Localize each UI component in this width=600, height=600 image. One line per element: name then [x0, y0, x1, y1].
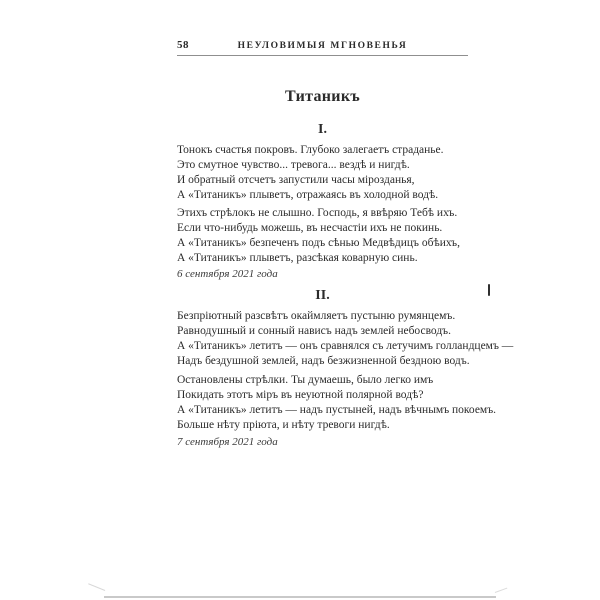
- scan-artifact-mark: [488, 284, 490, 296]
- stanza: [177, 206, 460, 266]
- stanza: [177, 143, 444, 203]
- poem-line: А «Титаникъ» безпеченъ подъ сѣнью Медвѣдицъ обѣихъ,: [177, 237, 461, 249]
- stanza: [177, 373, 496, 433]
- poem-line: Этихъ стрѣлокъ не слышно. Господь, я ввѣряю Тебѣ ихъ.: [177, 207, 458, 219]
- poem-line: А «Титаникъ» летитъ — надъ пустыней, надъ вѣчнымъ покоемъ.: [177, 404, 497, 416]
- poem-line: А «Титаникъ» плыветъ, разсѣкая коварную синь.: [177, 252, 418, 264]
- poem-line: А «Титаникъ» летитъ — онъ сравнялся съ летучимъ голландцемъ —: [177, 340, 514, 352]
- poem-line: Это смутное чувство... тревога... вездѣ и нигдѣ.: [177, 159, 410, 171]
- poem-line: Безпріютный разсвѣтъ окаймляетъ пустыню румянцемъ.: [177, 310, 456, 322]
- poem-line: И обратный отсчетъ запустили часы мірозданья,: [177, 174, 415, 186]
- poem-line: Остановлены стрѣлки. Ты думаешь, было легко имъ: [177, 374, 434, 386]
- page-number: 58: [177, 39, 189, 51]
- page-header: [177, 39, 468, 56]
- poem-line: Тонокъ счастья покровъ. Глубоко залегаетъ страданье.: [177, 144, 444, 156]
- poem-line: Если что-нибудь можешь, въ несчастіи ихъ не покинь.: [177, 222, 443, 234]
- page-bottom-corner-left: [88, 583, 105, 591]
- poem-line: Надъ бездушной землей, надъ безжизненной бездною водъ.: [177, 355, 470, 367]
- page-bottom-edge: [104, 596, 496, 598]
- page-bottom-corner-right: [495, 588, 508, 594]
- poem-line: Равнодушный и сонный нависъ надъ землей небосводъ.: [177, 325, 452, 337]
- poem-date-1: 6 сентября 2021 года: [177, 268, 278, 280]
- running-header: НЕУЛОВИМЫЯ МГНОВЕНЬЯ: [237, 40, 408, 51]
- section-numeral-1: I.: [318, 122, 327, 137]
- poem-title: Титаникъ: [285, 88, 360, 105]
- poem-line: Больше нѣту пріюта, и нѣту тревоги нигдѣ.: [177, 419, 390, 431]
- section-numeral-2: II.: [315, 288, 330, 303]
- poem-date-2: 7 сентября 2021 года: [177, 436, 278, 448]
- stanza: [177, 309, 513, 369]
- poem-line: Покидать этотъ міръ въ неуютной полярной водѣ?: [177, 389, 424, 401]
- poem-line: А «Титаникъ» плыветъ, отражаясь въ холодной водѣ.: [177, 189, 439, 201]
